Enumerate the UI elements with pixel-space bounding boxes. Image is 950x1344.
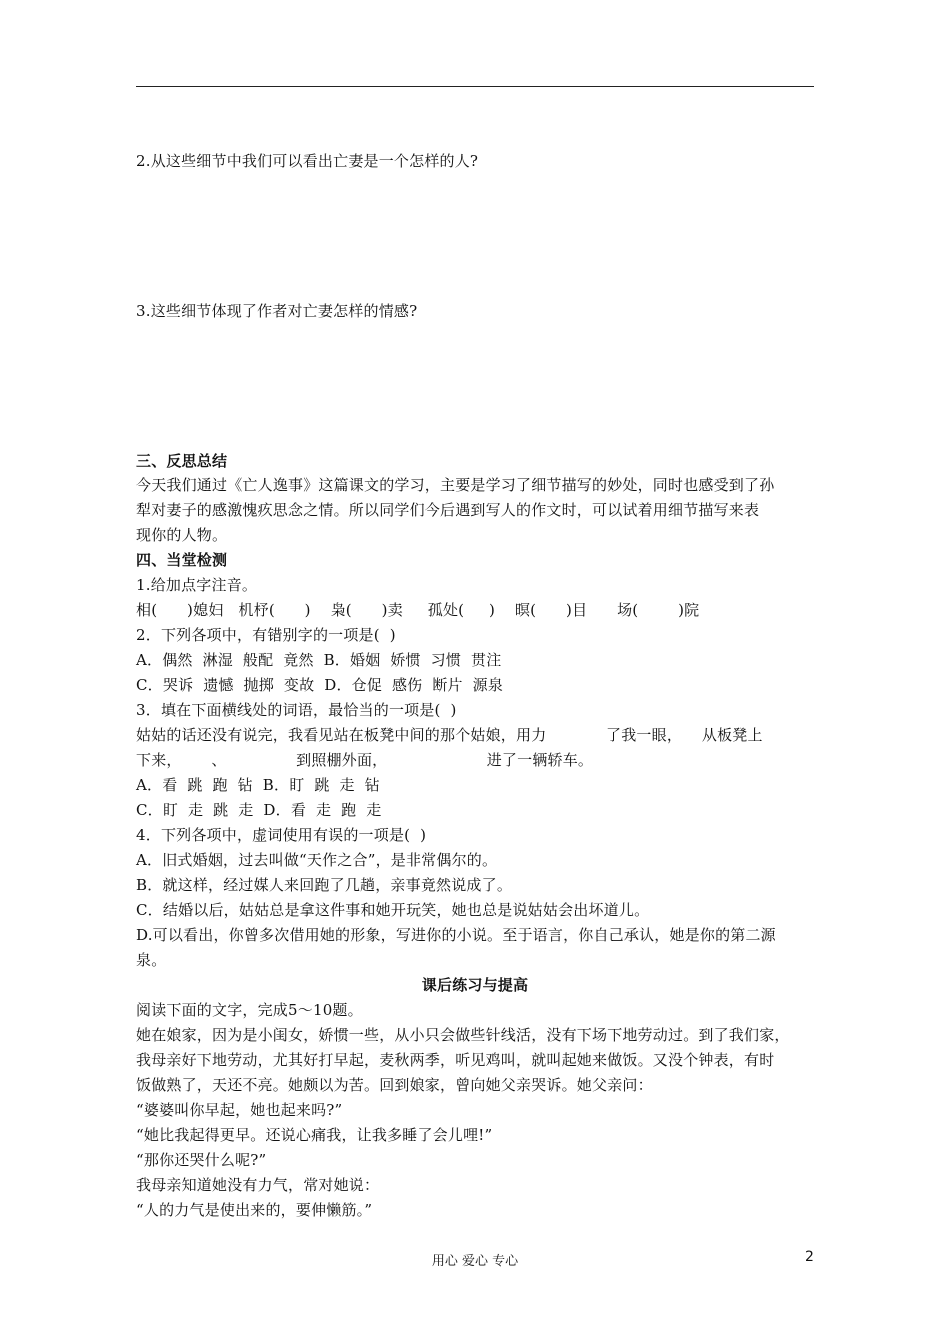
section-4-line: C．结婚以后，姑姑总是拿这件事和她开玩笑，她也总是说姑姑会出坏道儿。 (136, 901, 650, 919)
practice-heading: 课后练习与提高 (421, 976, 529, 994)
practice-line: 我母亲好下地劳动，尤其好打早起，麦秋两季，听见鸡叫，就叫起她来做饭。又没个钟表，有时 (136, 1051, 775, 1069)
section-3-line: 现你的人物。 (136, 526, 228, 544)
section-4-line: 姑姑的话还没有说完，我看见站在板凳中间的那个姑娘，用力 了我一眼， 从板凳上 (136, 726, 763, 744)
section-4-line: A．旧式婚姻，过去叫做“天作之合”，是非常偶尔的。 (136, 851, 498, 869)
question-2: 2.从这些细节中我们可以看出亡妻是一个怎样的人? (136, 152, 479, 170)
section-4-line: 4．下列各项中，虚词使用有误的一项是( ) (136, 826, 427, 844)
section-4-line: 相( )媳妇 机杼( ) 枭( )卖 孤处( ) 暝( )目 场( )院 (136, 601, 700, 619)
practice-line: 阅读下面的文字，完成5～10题。 (136, 1001, 363, 1019)
section-4-line: 泉。 (136, 951, 167, 969)
practice-line: “那你还哭什么呢?” (136, 1151, 267, 1169)
practice-line: 饭做熟了，天还不亮。她颇以为苦。回到娘家，曾向她父亲哭诉。她父亲问： (136, 1076, 653, 1094)
practice-line: “人的力气是使出来的，要伸懒筋。” (136, 1201, 373, 1219)
section-4-heading: 四、当堂检测 (136, 551, 228, 569)
header-rule (136, 86, 814, 87)
section-3-line: 今天我们通过《亡人逸事》这篇课文的学习，主要是学习了细节描写的妙处，同时也感受到了孙 (136, 476, 775, 494)
section-3-line: 犁对妻子的感激愧疚思念之情。所以同学们今后遇到写人的作文时，可以试着用细节描写来表 (136, 501, 760, 519)
page-number: 2 (805, 1249, 814, 1265)
section-4-line: 下来， 、 到照棚外面， 进了一辆轿车。 (136, 751, 594, 769)
section-4-line: C．盯 走 跳 走 D．看 走 跑 走 (136, 801, 382, 819)
section-4-line: B．就这样，经过媒人来回跑了几趟，亲事竟然说成了。 (136, 876, 513, 894)
section-4-line: A．看 跳 跑 钻 B．盯 跳 走 钻 (136, 776, 380, 794)
page-footer: 用心 爱心 专心 (431, 1254, 519, 1269)
section-3-heading: 三、反思总结 (136, 452, 228, 470)
section-4-line: 3．填在下面横线处的词语，最恰当的一项是( ) (136, 701, 457, 719)
practice-line: 她在娘家，因为是小闺女，娇惯一些，从小只会做些针线活，没有下场下地劳动过。到了我们家， (136, 1026, 790, 1044)
section-4-line: C．哭诉 遗憾 抛掷 变故 D．仓促 感伤 断片 源泉 (136, 676, 504, 694)
practice-line: “她比我起得更早。还说心痛我，让我多睡了会儿哩!” (136, 1126, 493, 1144)
practice-line: 我母亲知道她没有力气，常对她说： (136, 1176, 380, 1194)
section-4-line: A．偶然 淋湿 般配 竟然 B．婚姻 娇惯 习惯 贯注 (136, 651, 502, 669)
section-4-line: D.可以看出，你曾多次借用她的形象，写进你的小说。至于语言，你自己承认，她是你的第二源 (136, 926, 776, 944)
section-4-line: 1.给加点字注音。 (136, 576, 258, 594)
question-3: 3.这些细节体现了作者对亡妻怎样的情感? (136, 302, 418, 320)
section-4-line: 2．下列各项中，有错别字的一项是( ) (136, 626, 396, 644)
practice-line: “婆婆叫你早起，她也起来吗?” (136, 1101, 343, 1119)
